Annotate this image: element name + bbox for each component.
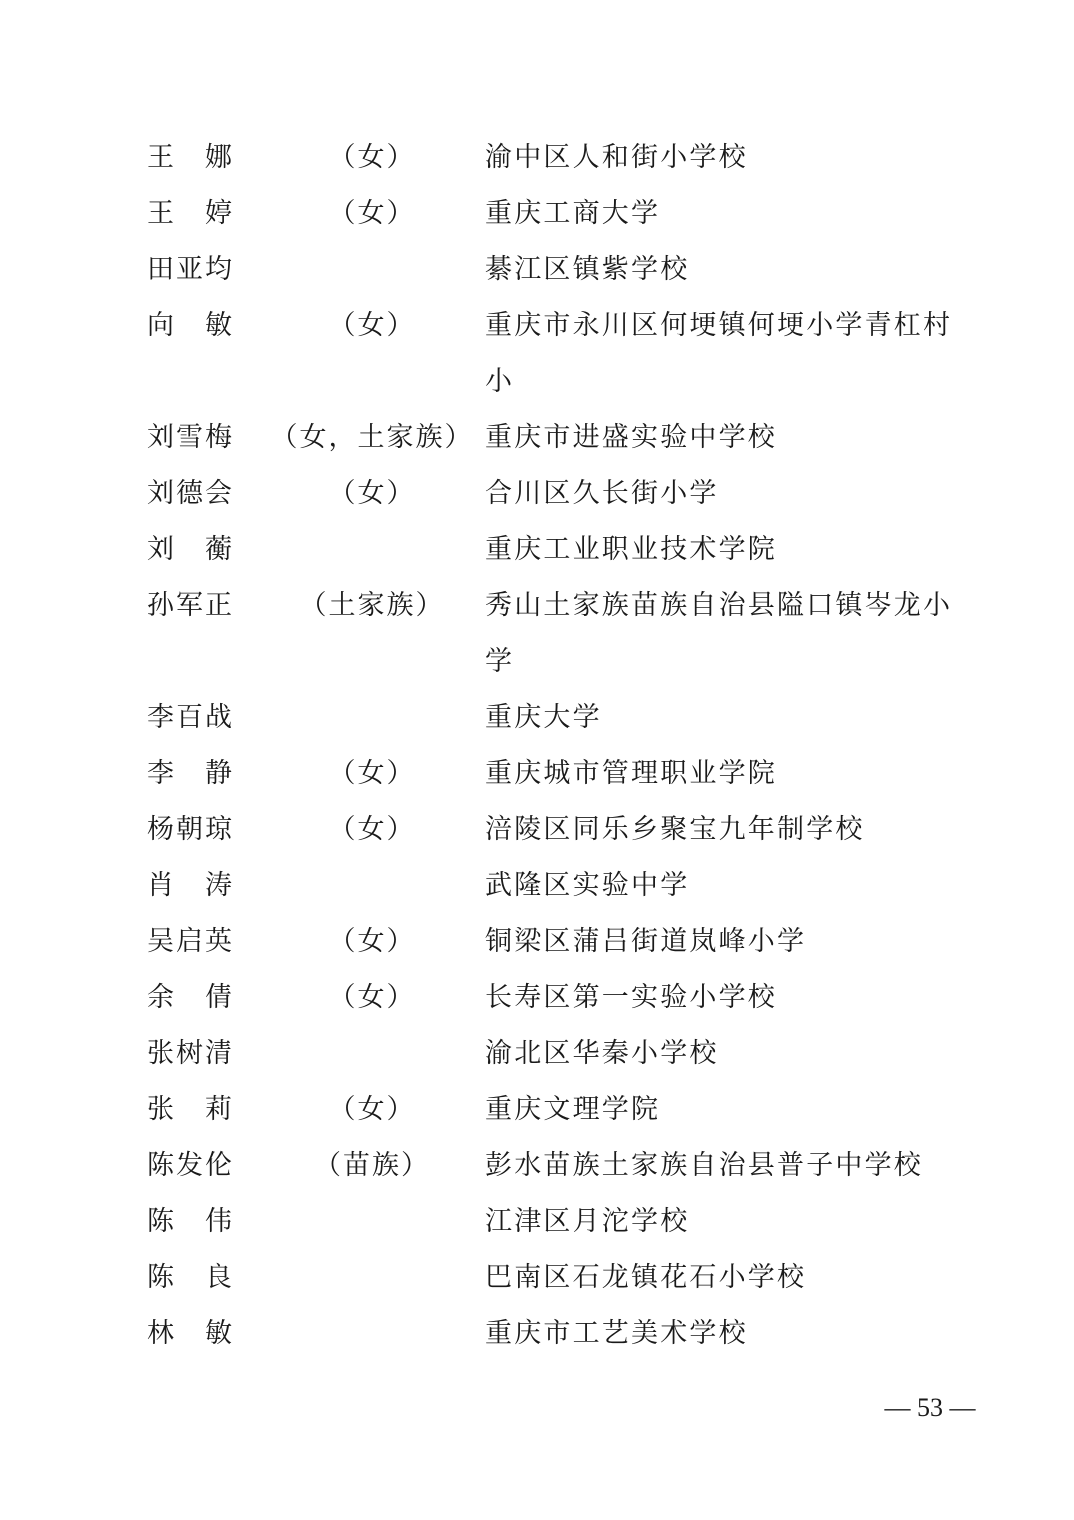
person-name: 张 莉	[147, 1094, 234, 1125]
list-item	[0, 578, 1074, 634]
person-organization: 铜梁区蒲吕街道岚峰小学	[485, 926, 807, 957]
list-item	[0, 410, 1074, 466]
person-organization: 重庆市工艺美术学校	[485, 1318, 748, 1349]
person-note: （女）	[328, 310, 416, 341]
person-note: （女）	[328, 1094, 416, 1125]
person-organization: 綦江区镇紫学校	[485, 254, 690, 285]
list-item	[0, 298, 1074, 354]
list-item	[0, 1138, 1074, 1194]
person-name: 刘 蘅	[147, 534, 234, 565]
list-item	[0, 802, 1074, 858]
person-organization: 重庆市永川区何埂镇何埂小学青杠村	[485, 310, 953, 341]
person-name: 林 敏	[147, 1318, 234, 1349]
person-name: 李 静	[147, 758, 234, 789]
person-organization: 重庆大学	[485, 702, 602, 733]
person-note	[258, 634, 486, 690]
name-list	[0, 130, 1074, 1362]
list-item	[0, 1250, 1074, 1306]
person-note	[258, 1250, 486, 1306]
list-item	[0, 690, 1074, 746]
person-organization: 秀山土家族苗族自治县隘口镇岑龙小	[485, 590, 953, 621]
person-note: （女）	[328, 198, 416, 229]
person-organization: 渝北区华秦小学校	[485, 1038, 719, 1069]
person-organization: 学	[485, 646, 515, 677]
person-organization: 重庆文理学院	[485, 1094, 661, 1125]
person-organization: 合川区久长街小学	[485, 478, 719, 509]
person-name: 陈发伦	[147, 1150, 234, 1181]
person-name: 杨朝琼	[147, 814, 234, 845]
person-note	[258, 354, 486, 410]
list-item	[0, 1194, 1074, 1250]
list-item	[0, 858, 1074, 914]
person-name: 田亚均	[147, 254, 234, 285]
list-item	[0, 1306, 1074, 1362]
list-item	[0, 466, 1074, 522]
person-note: （女）	[328, 478, 416, 509]
person-note: （女）	[328, 926, 416, 957]
person-name: 刘德会	[147, 478, 234, 509]
person-note: （女）	[328, 814, 416, 845]
person-organization: 武隆区实验中学	[485, 870, 690, 901]
person-note	[258, 1026, 486, 1082]
person-name: 陈 良	[147, 1262, 234, 1293]
list-item	[0, 130, 1074, 186]
person-note: （女）	[328, 142, 416, 173]
person-organization: 涪陵区同乐乡聚宝九年制学校	[485, 814, 865, 845]
person-name: 向 敏	[147, 310, 234, 341]
person-name	[147, 354, 257, 410]
list-item	[0, 914, 1074, 970]
list-item-continuation	[0, 354, 1074, 410]
person-name: 陈 伟	[147, 1206, 234, 1237]
person-note: （女）	[328, 982, 416, 1013]
person-note: （女）	[328, 758, 416, 789]
person-name: 孙军正	[147, 590, 234, 621]
person-organization: 江津区月沱学校	[485, 1206, 690, 1237]
person-name: 王 婷	[147, 198, 234, 229]
list-item	[0, 746, 1074, 802]
list-item-continuation	[0, 634, 1074, 690]
person-note	[258, 522, 486, 578]
person-name: 肖 涛	[147, 870, 234, 901]
person-organization: 巴南区石龙镇花石小学校	[485, 1262, 807, 1293]
list-item	[0, 970, 1074, 1026]
person-organization: 长寿区第一实验小学校	[485, 982, 777, 1013]
list-item	[0, 186, 1074, 242]
person-organization: 重庆城市管理职业学院	[485, 758, 777, 789]
person-name	[147, 634, 257, 690]
page-number: — 53 —	[884, 1393, 976, 1422]
list-item	[0, 1082, 1074, 1138]
person-organization: 重庆工业职业技术学院	[485, 534, 777, 565]
person-note	[258, 242, 486, 298]
list-item	[0, 1026, 1074, 1082]
person-organization: 重庆市进盛实验中学校	[485, 422, 777, 453]
person-name: 李百战	[147, 702, 234, 733]
person-name: 刘雪梅	[147, 422, 234, 453]
person-note	[258, 1306, 486, 1362]
person-name: 吴启英	[147, 926, 234, 957]
person-name: 王 娜	[147, 142, 234, 173]
person-organization: 小	[485, 366, 515, 397]
person-note: （苗族）	[314, 1150, 430, 1181]
person-note: （女，土家族）	[270, 422, 474, 453]
list-item	[0, 242, 1074, 298]
list-item	[0, 522, 1074, 578]
person-name: 余 倩	[147, 982, 234, 1013]
person-note	[258, 858, 486, 914]
person-organization: 渝中区人和街小学校	[485, 142, 748, 173]
person-organization: 重庆工商大学	[485, 198, 661, 229]
person-note	[258, 1194, 486, 1250]
person-note	[258, 690, 486, 746]
person-note: （土家族）	[299, 590, 445, 621]
person-organization: 彭水苗族土家族自治县普子中学校	[485, 1150, 923, 1181]
person-name: 张树清	[147, 1038, 234, 1069]
